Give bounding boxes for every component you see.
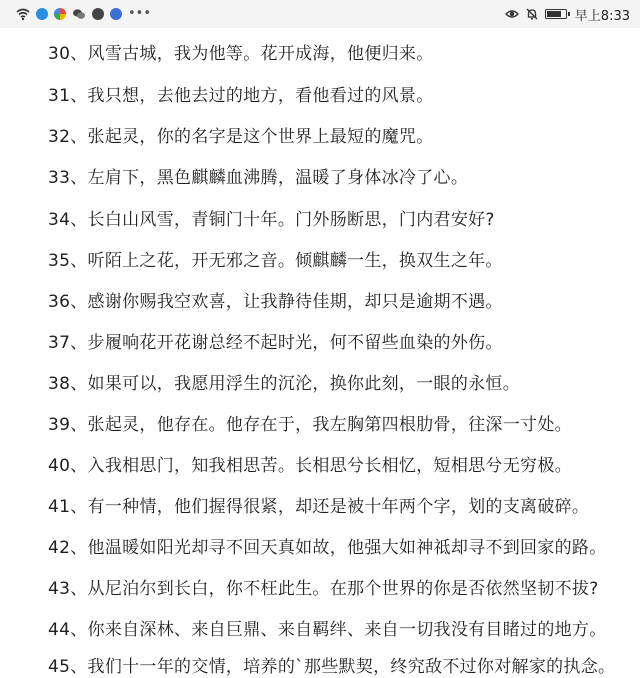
browser-alt-icon (110, 8, 122, 20)
list-item: 37、步履响花开花谢总经不起时光，何不留些血染的外伤。 (48, 333, 503, 353)
list-item: 40、入我相思门，知我相思苦。长相思兮长相忆，短相思兮无穷极。 (48, 456, 572, 476)
status-bar (0, 0, 640, 28)
battery-icon (545, 9, 567, 19)
wechat-icon (72, 7, 86, 21)
list-item: 43、从尼泊尔到长白，你不枉此生。在那个世界的你是否依然坚韧不拔? (48, 579, 599, 599)
battery-level (547, 11, 561, 17)
list-item: 36、感谢你赐我空欢喜，让我静待佳期，却只是逾期不遇。 (48, 292, 503, 312)
list-item: 32、张起灵，你的名字是这个世界上最短的魔咒。 (48, 127, 434, 147)
navigation-icon (92, 8, 104, 20)
list-item: 42、他温暖如阳光却寻不回天真如故，他强大如神祗却寻不到回家的路。 (48, 538, 607, 558)
clock-time: 早上8:33 (574, 8, 630, 24)
status-left-icons (16, 7, 151, 21)
mute-bell-icon (525, 7, 539, 21)
browser-icon (36, 8, 48, 20)
more-dots-icon: ••• (128, 6, 152, 21)
wifi-icon (16, 7, 30, 21)
list-item: 34、长白山风雪，青铜门十年。门外肠断思，门内君安好? (48, 210, 495, 230)
list-item: 41、有一种情，他们握得很紧，却还是被十年两个字，划的支离破碎。 (48, 497, 590, 517)
list-item: 35、听陌上之花，开无邪之音。倾麒麟一生，换双生之年。 (48, 251, 503, 271)
list-item: 45、我们十一年的交情，培养的`那些默契，终究敌不过你对解家的执念。 (48, 657, 616, 677)
list-item: 44、你来自深林、来自巨鼎、来自羁绊、来自一切我没有目睹过的地方。 (48, 620, 607, 640)
list-item: 31、我只想，去他去过的地方，看他看过的风景。 (48, 86, 434, 106)
app-icon (54, 8, 66, 20)
list-item: 33、左肩下，黑色麒麟血沸腾，温暖了身体冰冷了心。 (48, 168, 469, 188)
status-right-icons (505, 5, 630, 24)
list-item: 39、张起灵，他存在。他存在于，我左胸第四根肋骨，往深一寸处。 (48, 415, 572, 435)
list-item: 38、如果可以，我愿用浮生的沉沦，换你此刻，一眼的永恒。 (48, 374, 521, 394)
eye-icon (505, 7, 519, 21)
list-item: 30、风雪古城，我为他等。花开成海，他便归来。 (48, 44, 434, 64)
